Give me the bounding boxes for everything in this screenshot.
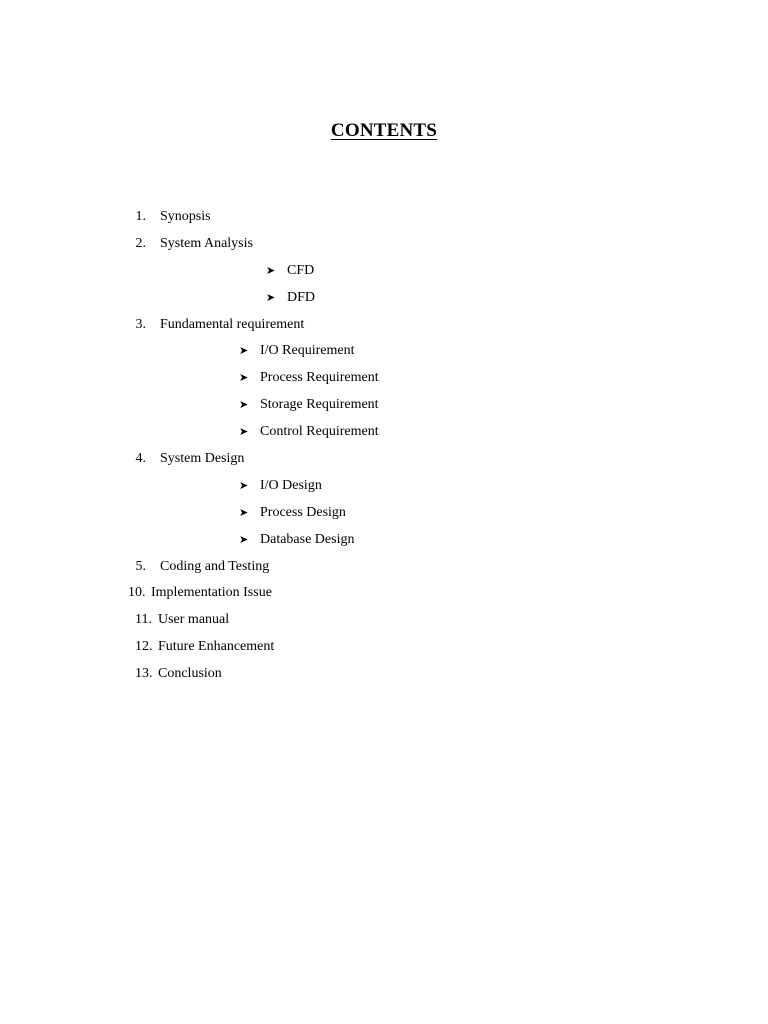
toc-subitem [0,287,768,314]
toc-subitem [0,475,768,502]
arrow-bullet-icon: ➤ [239,344,249,358]
toc-item-number: 5. [135,558,146,574]
toc-subitem [0,367,768,394]
arrow-bullet-icon: ➤ [239,371,249,385]
toc-subitem-label: Process Design [260,504,346,520]
arrow-bullet-icon: ➤ [239,505,249,519]
toc-subitem [0,529,768,556]
toc-item [0,314,768,341]
toc-item-number: 11. [135,612,152,628]
toc-item-label: Conclusion [158,666,222,682]
toc-subitem-label: DFD [287,289,316,305]
toc-item-number: 1. [135,209,146,224]
toc-item [0,556,768,583]
toc-subitem [0,502,768,529]
toc-item-number: 13. [135,666,153,682]
toc-item-label: Coding and Testing [160,558,270,574]
arrow-bullet-icon: ➤ [266,263,276,277]
arrow-bullet-icon: ➤ [239,532,249,546]
contents-heading: CONTENTS [330,120,438,141]
arrow-bullet-icon: ➤ [239,425,249,439]
arrow-bullet-icon: ➤ [239,398,249,412]
toc-item-label: Fundamental requirement [160,316,305,332]
toc-subitem [0,421,768,448]
toc-item-label: User manual [158,612,230,628]
toc-item-number: 2. [135,235,146,251]
toc-item-label: Future Enhancement [158,639,275,655]
toc-subitem-label: Storage Requirement [260,397,379,413]
toc-item [0,663,768,690]
toc-subitem [0,340,768,367]
toc-subitem-label: Database Design [260,531,355,547]
table-of-contents [0,206,768,690]
toc-item [0,206,768,233]
arrow-bullet-icon: ➤ [266,290,276,304]
toc-item-number: 10. [128,585,146,601]
toc-item-label: Synopsis [160,209,211,224]
toc-subitem-label: I/O Requirement [260,343,355,359]
toc-subitem-label: Process Requirement [260,370,379,386]
toc-item-number: 3. [135,316,146,332]
toc-item [0,609,768,636]
toc-item [0,233,768,260]
toc-item-label: System Analysis [160,235,253,251]
toc-subitem [0,394,768,421]
arrow-bullet-icon: ➤ [239,478,249,492]
toc-subitem-label: CFD [287,262,315,278]
toc-subitem-label: I/O Design [260,477,322,493]
toc-item-number: 4. [135,451,146,467]
toc-item-label: System Design [160,451,245,467]
toc-item-number: 12. [135,639,153,655]
toc-item [0,636,768,663]
toc-subitem-label: Control Requirement [260,424,379,440]
toc-item [0,448,768,475]
toc-item [0,582,768,609]
toc-subitem [0,260,768,287]
toc-item-label: Implementation Issue [151,585,272,601]
